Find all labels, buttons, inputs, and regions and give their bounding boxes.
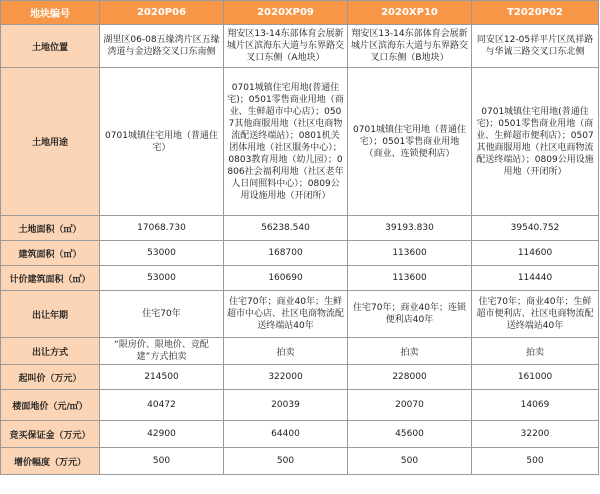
row-land-area (1, 216, 599, 241)
cell-building-area-1: 53000 (100, 241, 224, 266)
cell-calc-area-1: 53000 (100, 266, 224, 291)
cell-usage-2: 0701城镇住宅用地(普通住宅)；0501零售商业用地（商业、生鲜超市中心店）；0507其他商服用地（社区电商物流配送终端站）；0801机关团体用地（社区服务中心）；0803教育用地（幼儿园）；0806社会福利用地（社区老年人日间照料中心）；0809公用设施用地（开闭所） (224, 68, 348, 216)
cell-term-2: 住宅70年；商业40年；生鲜超市中心店、社区电商物流配送终端站40年 (224, 291, 348, 338)
cell-increment-2: 500 (224, 448, 348, 475)
row-calc-area (1, 266, 599, 291)
cell-land-area-3: 39193.830 (348, 216, 472, 241)
cell-increment-3: 500 (348, 448, 472, 475)
cell-land-area-2: 56238.540 (224, 216, 348, 241)
row-deposit (1, 421, 599, 448)
cell-location-4: 同安区12-05祥平片区凤祥路与华诚三路交叉口东北侧 (472, 25, 599, 68)
cell-increment-4: 500 (472, 448, 599, 475)
cell-deposit-3: 45600 (348, 421, 472, 448)
cell-land-area-1: 17068.730 (100, 216, 224, 241)
cell-method-4: 拍卖 (472, 338, 599, 365)
row-usage (1, 68, 599, 216)
cell-land-area-4: 39540.752 (472, 216, 599, 241)
cell-deposit-1: 42900 (100, 421, 224, 448)
cell-term-4: 住宅70年；商业40年；生鲜超市便利店、社区电商物流配送终端站40年 (472, 291, 599, 338)
cell-calc-area-4: 114440 (472, 266, 599, 291)
header-plot-2: 2020XP09 (224, 1, 348, 25)
cell-method-1: “限房价、限地价、竞配建”方式拍卖 (100, 338, 224, 365)
cell-term-1: 住宅70年 (100, 291, 224, 338)
row-increment (1, 448, 599, 475)
row-method (1, 338, 599, 365)
cell-deposit-2: 64400 (224, 421, 348, 448)
cell-start-price-3: 228000 (348, 365, 472, 390)
row-start-price (1, 365, 599, 390)
cell-floor-price-1: 40472 (100, 390, 224, 421)
cell-location-2: 翔安区13-14东部体育会展新城片区滨海东大道与东界路交叉口东侧（A地块） (224, 25, 348, 68)
cell-floor-price-4: 14069 (472, 390, 599, 421)
cell-location-1: 湖里区06-08五缘湾片区五缘湾道与金边路交叉口东南侧 (100, 25, 224, 68)
row-label-usage: 土地用途 (1, 68, 100, 216)
header-row (1, 1, 599, 25)
cell-building-area-2: 168700 (224, 241, 348, 266)
cell-building-area-4: 114600 (472, 241, 599, 266)
row-label-building-area: 建筑面积（㎡） (1, 241, 100, 266)
cell-method-2: 拍卖 (224, 338, 348, 365)
cell-calc-area-2: 160690 (224, 266, 348, 291)
cell-floor-price-2: 20039 (224, 390, 348, 421)
cell-start-price-4: 161000 (472, 365, 599, 390)
header-plot-1: 2020P06 (100, 1, 224, 25)
row-floor-price (1, 390, 599, 421)
cell-floor-price-3: 20070 (348, 390, 472, 421)
cell-start-price-1: 214500 (100, 365, 224, 390)
row-label-method: 出让方式 (1, 338, 100, 365)
row-label-calc-area: 计价建筑面积（㎡） (1, 266, 100, 291)
cell-term-3: 住宅70年；商业40年；连锁便利店40年 (348, 291, 472, 338)
cell-usage-1: 0701城镇住宅用地（普通住宅） (100, 68, 224, 216)
header-plot-4: T2020P02 (472, 1, 599, 25)
row-label-land-area: 土地面积（㎡） (1, 216, 100, 241)
cell-method-3: 拍卖 (348, 338, 472, 365)
row-term (1, 291, 599, 338)
header-plot-3: 2020XP10 (348, 1, 472, 25)
cell-start-price-2: 322000 (224, 365, 348, 390)
row-label-floor-price: 楼面地价（元/㎡） (1, 390, 100, 421)
row-label-location: 土地位置 (1, 25, 100, 68)
cell-usage-4: 0701城镇住宅用地(普通住宅)；0501零售商业用地（商业、生鲜超市便利店）；0507其他商服用地（社区电商物流配送终端站）；0809公用设施用地（开闭所） (472, 68, 599, 216)
cell-location-3: 翔安区13-14东部体育会展新城片区滨海东大道与东界路交叉口东侧（B地块） (348, 25, 472, 68)
cell-usage-3: 0701城镇住宅用地（普通住宅）；0501零售商业用地（商业、连锁便利店） (348, 68, 472, 216)
row-building-area (1, 241, 599, 266)
cell-increment-1: 500 (100, 448, 224, 475)
row-label-term: 出让年期 (1, 291, 100, 338)
header-corner: 地块编号 (1, 1, 100, 25)
row-label-start-price: 起叫价（万元） (1, 365, 100, 390)
cell-deposit-4: 32200 (472, 421, 599, 448)
row-location (1, 25, 599, 68)
row-label-increment: 增价幅度（万元） (1, 448, 100, 475)
cell-calc-area-3: 113600 (348, 266, 472, 291)
row-label-deposit: 竞买保证金（万元） (1, 421, 100, 448)
cell-building-area-3: 113600 (348, 241, 472, 266)
